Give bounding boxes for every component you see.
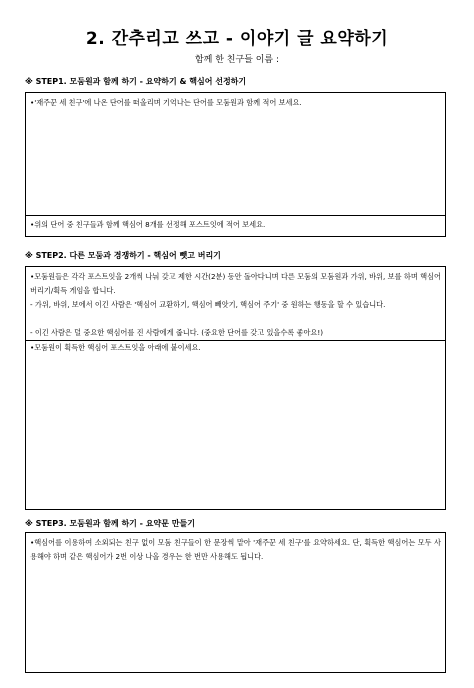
group-names-label: 함께 한 친구들 이름 : xyxy=(194,55,280,65)
step3-box xyxy=(25,532,446,673)
step2-box xyxy=(25,266,446,510)
step2-rule-2: - 가위, 바위, 보에서 이긴 사람은 '핵심어 교환하기, 핵심어 빼앗기, 핵심어 주기' 중 원하는 행동을 할 수 있습니다. xyxy=(30,300,386,309)
step1-divider xyxy=(26,215,445,216)
step1-box xyxy=(25,92,446,237)
step1-instruction-keywords: •위의 단어 중 친구들과 함께 핵심어 8개를 선정해 포스트잇에 적어 보세요. xyxy=(30,220,266,229)
step2-rule-1: •모둠원들은 각각 포스트잇을 2개씩 나눠 갖고 제한 시간(2분) 동안 돌아다니며 다른 모둠의 모둠원과 가위, 바위, 보를 하며 핵심어 버리기/획득 게임을 합니다. xyxy=(30,272,441,295)
step3-instruction: •핵심어를 이용하여 소외되는 친구 없이 모둠 친구들이 한 문장씩 맡아 '재주꾼 세 친구'를 요약하세요. 단, 획득한 핵심어는 모두 사용해야 하며 같은 핵심어가 2번 이상 나올 경우는 한 번만 사용해도 됩니다. xyxy=(30,538,441,561)
step2-rule-3: - 이긴 사람은 덜 중요한 핵심어를 진 사람에게 줍니다. (중요한 단어를 갖고 있을수록 좋아요!) xyxy=(30,328,324,337)
step2-instruction: •모둠원이 획득한 핵심어 포스트잇을 아래에 붙이세요. xyxy=(30,343,201,352)
step2-heading: ※ STEP2. 다른 모둠과 경쟁하기 - 핵심어 뺏고 버리기 xyxy=(25,251,221,260)
step1-heading: ※ STEP1. 모둠원과 함께 하기 - 요약하기 & 핵심어 선정하기 xyxy=(25,77,247,86)
worksheet-title: 2. 간추리고 쓰고 - 이야기 글 요약하기 xyxy=(85,29,389,49)
step1-instruction-words: •'재주꾼 세 친구'에 나온 단어를 떠올리며 기억나는 단어를 모둠원과 함께 적어 보세요. xyxy=(30,98,302,107)
step3-heading: ※ STEP3. 모둠원과 함께 하기 - 요약문 만들기 xyxy=(25,519,195,528)
